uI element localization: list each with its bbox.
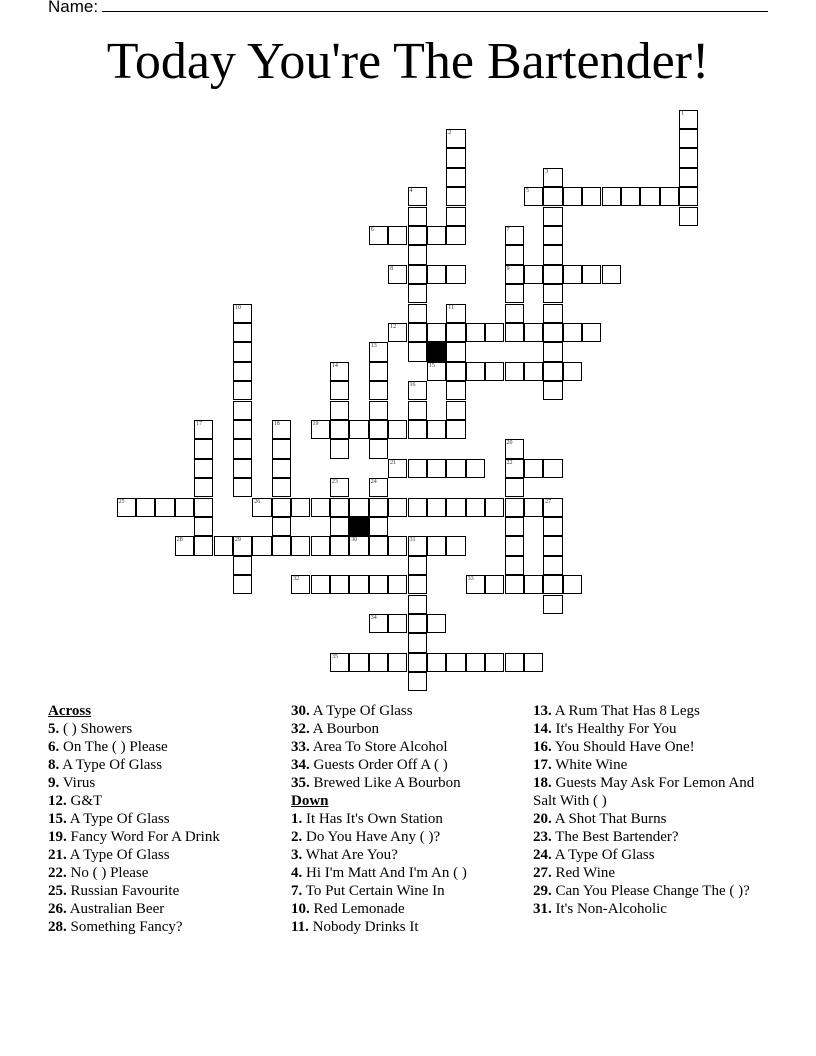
down-heading: Down [291, 793, 329, 809]
cell-number: 23 [331, 479, 338, 486]
cell-number: 21 [390, 459, 397, 466]
grid-cell[interactable] [349, 420, 368, 439]
grid-cell[interactable] [485, 362, 504, 381]
grid-cell[interactable] [602, 265, 621, 284]
grid-cell[interactable] [330, 653, 349, 672]
grid-cell[interactable] [408, 653, 427, 672]
grid-cell[interactable] [446, 148, 465, 167]
grid-cell[interactable] [349, 575, 368, 594]
grid-cell[interactable] [311, 536, 330, 555]
cell-number: 16 [409, 382, 416, 389]
clue-across-19: 19. Fancy Word For A Drink [48, 829, 220, 845]
grid-cell[interactable] [524, 575, 543, 594]
grid-cell[interactable] [543, 168, 562, 187]
grid-cell[interactable] [446, 498, 465, 517]
grid-cell[interactable] [272, 420, 291, 439]
grid-cell[interactable] [369, 575, 388, 594]
grid-cell[interactable] [369, 614, 388, 633]
cell-number: 5 [525, 188, 529, 195]
grid-cell[interactable] [505, 323, 524, 342]
grid-cell[interactable] [408, 207, 427, 226]
grid-cell[interactable] [388, 575, 407, 594]
grid-cell[interactable] [136, 498, 155, 517]
cell-number: 7 [506, 226, 510, 233]
grid-cell[interactable] [369, 653, 388, 672]
clue-down-23: 23. The Best Bartender? [533, 829, 679, 845]
grid-cell[interactable] [311, 575, 330, 594]
clue-down-10: 10. Red Lemonade [291, 901, 405, 917]
grid-cell[interactable] [408, 575, 427, 594]
grid-cell[interactable] [369, 226, 388, 245]
grid-cell[interactable] [233, 362, 252, 381]
grid-cell[interactable] [543, 517, 562, 536]
grid-cell[interactable] [505, 245, 524, 264]
grid-cell[interactable] [408, 342, 427, 361]
grid-cell[interactable] [602, 187, 621, 206]
clue-down-14: 14. It's Healthy For You [533, 721, 677, 737]
cell-number: 11 [448, 304, 455, 311]
cell-number: 8 [390, 265, 394, 272]
grid-cell[interactable] [485, 323, 504, 342]
grid-cell[interactable] [291, 575, 310, 594]
grid-cell[interactable] [563, 575, 582, 594]
grid-cell[interactable] [349, 653, 368, 672]
clue-across-26: 26. Australian Beer [48, 901, 165, 917]
grid-cell[interactable] [485, 653, 504, 672]
clue-down-18: 18. Guests May Ask For Lemon And Salt With ( ) [533, 775, 755, 809]
grid-cell[interactable] [446, 129, 465, 148]
grid-cell[interactable] [505, 575, 524, 594]
grid-cell[interactable] [660, 187, 679, 206]
grid-cell[interactable] [233, 575, 252, 594]
cell-number: 20 [506, 440, 513, 447]
grid-cell[interactable] [408, 498, 427, 517]
grid-cell[interactable] [330, 439, 349, 458]
grid-cell[interactable] [349, 498, 368, 517]
grid-cell[interactable] [272, 498, 291, 517]
grid-cell[interactable] [194, 420, 213, 439]
clue-down-13: 13. A Rum That Has 8 Legs [533, 703, 700, 719]
clue-across-12: 12. G&T [48, 793, 103, 809]
cell-number: 28 [176, 537, 183, 544]
grid-cell[interactable] [272, 439, 291, 458]
grid-cell[interactable] [369, 401, 388, 420]
grid-cell[interactable] [330, 401, 349, 420]
grid-cell[interactable] [427, 614, 446, 633]
grid-cell[interactable] [543, 595, 562, 614]
cell-number: 33 [467, 576, 474, 583]
grid-cell[interactable] [330, 420, 349, 439]
grid-cell[interactable] [214, 536, 233, 555]
grid-cell[interactable] [543, 498, 562, 517]
clue-across-28: 28. Something Fancy? [48, 919, 183, 935]
grid-cell[interactable] [349, 536, 368, 555]
grid-cell[interactable] [388, 653, 407, 672]
clue-down-20: 20. A Shot That Burns [533, 811, 667, 827]
grid-cell[interactable] [233, 304, 252, 323]
grid-cell[interactable] [543, 284, 562, 303]
grid-cell[interactable] [369, 478, 388, 497]
grid-cell[interactable] [330, 362, 349, 381]
grid-cell[interactable] [291, 536, 310, 555]
grid-cell[interactable] [446, 168, 465, 187]
grid-cell[interactable] [446, 401, 465, 420]
grid-cell[interactable] [543, 323, 562, 342]
grid-cell[interactable] [311, 498, 330, 517]
grid-cell[interactable] [369, 342, 388, 361]
grid-cell[interactable] [563, 362, 582, 381]
grid-cell[interactable] [679, 148, 698, 167]
grid-cell[interactable] [194, 517, 213, 536]
grid-cell[interactable] [272, 536, 291, 555]
clue-across-21: 21. A Type Of Glass [48, 847, 170, 863]
grid-cell[interactable] [427, 265, 446, 284]
grid-cell[interactable] [117, 498, 136, 517]
grid-cell[interactable] [466, 459, 485, 478]
cell-number: 29 [234, 537, 241, 544]
grid-cell[interactable] [427, 362, 446, 381]
name-field[interactable] [48, 0, 768, 17]
grid-cell[interactable] [446, 187, 465, 206]
grid-cell[interactable] [446, 381, 465, 400]
grid-cell[interactable] [388, 459, 407, 478]
cell-number: 17 [196, 420, 203, 427]
grid-cell[interactable] [233, 439, 252, 458]
grid-cell[interactable] [485, 498, 504, 517]
grid-cell[interactable] [408, 245, 427, 264]
clue-down-24: 24. A Type Of Glass [533, 847, 655, 863]
grid-cell[interactable] [408, 420, 427, 439]
grid-cell[interactable] [446, 342, 465, 361]
grid-cell[interactable] [427, 536, 446, 555]
grid-cell[interactable] [427, 459, 446, 478]
grid-cell[interactable] [543, 381, 562, 400]
grid-cell[interactable] [582, 265, 601, 284]
grid-cell[interactable] [388, 614, 407, 633]
clue-down-11: 11. Nobody Drinks It [291, 919, 419, 935]
grid-cell[interactable] [505, 536, 524, 555]
grid-cell[interactable] [408, 304, 427, 323]
grid-cell[interactable] [408, 672, 427, 691]
grid-cell[interactable] [194, 498, 213, 517]
grid-cell[interactable] [505, 304, 524, 323]
cell-number: 13 [370, 343, 377, 350]
clue-across-34: 34. Guests Order Off A ( ) [291, 757, 448, 773]
grid-cell[interactable] [446, 323, 465, 342]
grid-cell[interactable] [543, 304, 562, 323]
grid-cell[interactable] [194, 536, 213, 555]
grid-cell[interactable] [466, 362, 485, 381]
grid-cell[interactable] [679, 129, 698, 148]
cell-number: 34 [370, 614, 377, 621]
clue-down-7: 7. To Put Certain Wine In [291, 883, 445, 899]
grid-cell[interactable] [408, 401, 427, 420]
grid-cell[interactable] [272, 517, 291, 536]
grid-cell[interactable] [311, 420, 330, 439]
grid-cell[interactable] [582, 323, 601, 342]
cell-number: 26 [254, 498, 261, 505]
grid-cell[interactable] [505, 478, 524, 497]
clue-across-15: 15. A Type Of Glass [48, 811, 170, 827]
grid-cell[interactable] [427, 498, 446, 517]
grid-cell[interactable] [505, 556, 524, 575]
grid-cell[interactable] [408, 187, 427, 206]
grid-cell[interactable] [543, 207, 562, 226]
grid-cell[interactable] [640, 187, 659, 206]
grid-cell[interactable] [446, 459, 465, 478]
grid-cell[interactable] [233, 536, 252, 555]
grid-cell[interactable] [233, 478, 252, 497]
grid-cell[interactable] [155, 498, 174, 517]
grid-cell[interactable] [369, 517, 388, 536]
grid-cell[interactable] [524, 459, 543, 478]
grid-cell[interactable] [408, 323, 427, 342]
clue-down-17: 17. White Wine [533, 757, 628, 773]
cell-number: 35 [331, 653, 338, 660]
grid-cell[interactable] [466, 575, 485, 594]
grid-cell[interactable] [524, 362, 543, 381]
grid-cell[interactable] [563, 265, 582, 284]
grid-cell[interactable] [369, 536, 388, 555]
grid-cell[interactable] [369, 381, 388, 400]
grid-cell[interactable] [388, 265, 407, 284]
cell-number: 15 [428, 362, 435, 369]
grid-cell[interactable] [408, 226, 427, 245]
cell-number: 25 [118, 498, 125, 505]
cell-number: 2 [448, 129, 452, 136]
clue-across-9: 9. Virus [48, 775, 96, 791]
grid-cell[interactable] [233, 323, 252, 342]
grid-cell[interactable] [369, 498, 388, 517]
grid-cell[interactable] [679, 110, 698, 129]
grid-cell[interactable] [272, 478, 291, 497]
grid-cell[interactable] [388, 536, 407, 555]
grid-cell[interactable] [446, 207, 465, 226]
cell-number: 9 [506, 265, 510, 272]
grid-cell[interactable] [505, 498, 524, 517]
grid-cell[interactable] [563, 187, 582, 206]
cell-number: 3 [545, 168, 549, 175]
grid-cell[interactable] [194, 478, 213, 497]
grid-cell[interactable] [524, 653, 543, 672]
grid-cell[interactable] [505, 226, 524, 245]
grid-cell[interactable] [330, 381, 349, 400]
clue-across-8: 8. A Type Of Glass [48, 757, 163, 773]
cell-number: 30 [351, 537, 358, 544]
grid-cell[interactable] [543, 226, 562, 245]
grid-cell[interactable] [330, 498, 349, 517]
grid-cell[interactable] [466, 498, 485, 517]
grid-cell[interactable] [505, 653, 524, 672]
grid-cell[interactable] [427, 323, 446, 342]
grid-cell[interactable] [233, 381, 252, 400]
clue-across-5: 5. ( ) Showers [48, 721, 133, 737]
clue-across-22: 22. No ( ) Please [48, 865, 149, 881]
cell-number: 1 [681, 110, 685, 117]
grid-cell[interactable] [427, 226, 446, 245]
clue-down-3: 3. What Are You? [291, 847, 398, 863]
name-blank-line[interactable] [102, 0, 768, 12]
clue-down-27: 27. Red Wine [533, 865, 616, 881]
grid-cell[interactable] [446, 420, 465, 439]
grid-cell[interactable] [233, 420, 252, 439]
clue-down-4: 4. Hi I'm Matt And I'm An ( ) [291, 865, 467, 881]
grid-cell[interactable] [291, 498, 310, 517]
grid-cell[interactable] [466, 323, 485, 342]
clue-across-33: 33. Area To Store Alcohol [291, 739, 448, 755]
grid-cell[interactable] [543, 536, 562, 555]
grid-cell[interactable] [524, 323, 543, 342]
grid-cell[interactable] [543, 362, 562, 381]
grid-cell[interactable] [408, 556, 427, 575]
grid-cell[interactable] [330, 517, 349, 536]
grid-cell[interactable] [543, 245, 562, 264]
clue-down-16: 16. You Should Have One! [533, 739, 695, 755]
grid-cell[interactable] [446, 653, 465, 672]
cell-number: 31 [409, 537, 416, 544]
name-label: Name: [48, 0, 99, 16]
grid-cell[interactable] [427, 420, 446, 439]
grid-cell[interactable] [446, 265, 465, 284]
grid-cell[interactable] [330, 575, 349, 594]
grid-cell[interactable] [679, 168, 698, 187]
grid-cell[interactable] [524, 187, 543, 206]
grid-cell[interactable] [233, 401, 252, 420]
grid-cell[interactable] [272, 459, 291, 478]
grid-cell[interactable] [543, 187, 562, 206]
clues-column-3 [533, 702, 769, 918]
cell-number: 14 [331, 362, 338, 369]
grid-cell[interactable] [485, 575, 504, 594]
grid-cell[interactable] [446, 226, 465, 245]
grid-cell[interactable] [679, 187, 698, 206]
grid-cell[interactable] [408, 595, 427, 614]
grid-cell[interactable] [505, 439, 524, 458]
clue-across-32: 32. A Bourbon [291, 721, 379, 737]
grid-cell[interactable] [233, 459, 252, 478]
black-cell [427, 342, 446, 361]
cell-number: 4 [409, 188, 413, 195]
grid-cell[interactable] [330, 536, 349, 555]
grid-cell[interactable] [388, 498, 407, 517]
grid-cell[interactable] [505, 362, 524, 381]
grid-cell[interactable] [233, 342, 252, 361]
grid-cell[interactable] [621, 187, 640, 206]
grid-cell[interactable] [427, 653, 446, 672]
cell-number: 27 [545, 498, 552, 505]
clue-across-30: 30. A Type Of Glass [291, 703, 413, 719]
grid-cell[interactable] [679, 207, 698, 226]
grid-cell[interactable] [252, 498, 271, 517]
cell-number: 24 [370, 479, 377, 486]
grid-cell[interactable] [408, 459, 427, 478]
clue-across-35: 35. Brewed Like A Bourbon [291, 775, 461, 791]
grid-cell[interactable] [543, 265, 562, 284]
grid-cell[interactable] [543, 556, 562, 575]
grid-cell[interactable] [446, 304, 465, 323]
grid-cell[interactable] [582, 187, 601, 206]
cell-number: 19 [312, 420, 319, 427]
grid-cell[interactable] [408, 265, 427, 284]
clue-across-6: 6. On The ( ) Please [48, 739, 168, 755]
black-cell [349, 517, 368, 536]
cell-number: 32 [293, 576, 300, 583]
grid-cell[interactable] [408, 284, 427, 303]
grid-cell[interactable] [252, 536, 271, 555]
grid-cell[interactable] [524, 498, 543, 517]
grid-cell[interactable] [505, 265, 524, 284]
grid-cell[interactable] [446, 362, 465, 381]
across-heading: Across [48, 703, 92, 719]
cell-number: 6 [370, 226, 374, 233]
grid-cell[interactable] [369, 420, 388, 439]
grid-cell[interactable] [369, 439, 388, 458]
grid-cell[interactable] [505, 284, 524, 303]
grid-cell[interactable] [194, 439, 213, 458]
grid-cell[interactable] [408, 614, 427, 633]
grid-cell[interactable] [369, 362, 388, 381]
grid-cell[interactable] [563, 323, 582, 342]
clues-column-1 [48, 702, 284, 936]
grid-cell[interactable] [233, 556, 252, 575]
grid-cell[interactable] [543, 342, 562, 361]
grid-cell[interactable] [194, 459, 213, 478]
cell-number: 18 [273, 420, 280, 427]
clue-down-2: 2. Do You Have Any ( )? [291, 829, 441, 845]
grid-cell[interactable] [408, 536, 427, 555]
clues-column-2 [291, 702, 527, 936]
clue-across-25: 25. Russian Favourite [48, 883, 180, 899]
cell-number: 12 [390, 323, 397, 330]
cell-number: 22 [506, 459, 513, 466]
cell-number: 10 [234, 304, 241, 311]
grid-cell[interactable] [175, 536, 194, 555]
clue-down-29: 29. Can You Please Change The ( )? [533, 883, 750, 899]
crossword-grid [117, 110, 699, 692]
clue-down-31: 31. It's Non-Alcoholic [533, 901, 667, 917]
grid-cell[interactable] [466, 653, 485, 672]
grid-cell[interactable] [524, 265, 543, 284]
grid-cell[interactable] [505, 459, 524, 478]
grid-cell[interactable] [543, 575, 562, 594]
grid-cell[interactable] [408, 381, 427, 400]
page-title: Today You're The Bartender! [106, 33, 710, 90]
grid-cell[interactable] [388, 420, 407, 439]
grid-cell[interactable] [330, 478, 349, 497]
clue-down-1: 1. It Has It's Own Station [291, 811, 443, 827]
grid-cell[interactable] [446, 536, 465, 555]
grid-cell[interactable] [543, 459, 562, 478]
grid-cell[interactable] [175, 498, 194, 517]
grid-cell[interactable] [408, 633, 427, 652]
grid-cell[interactable] [388, 323, 407, 342]
grid-cell[interactable] [388, 226, 407, 245]
grid-cell[interactable] [505, 517, 524, 536]
